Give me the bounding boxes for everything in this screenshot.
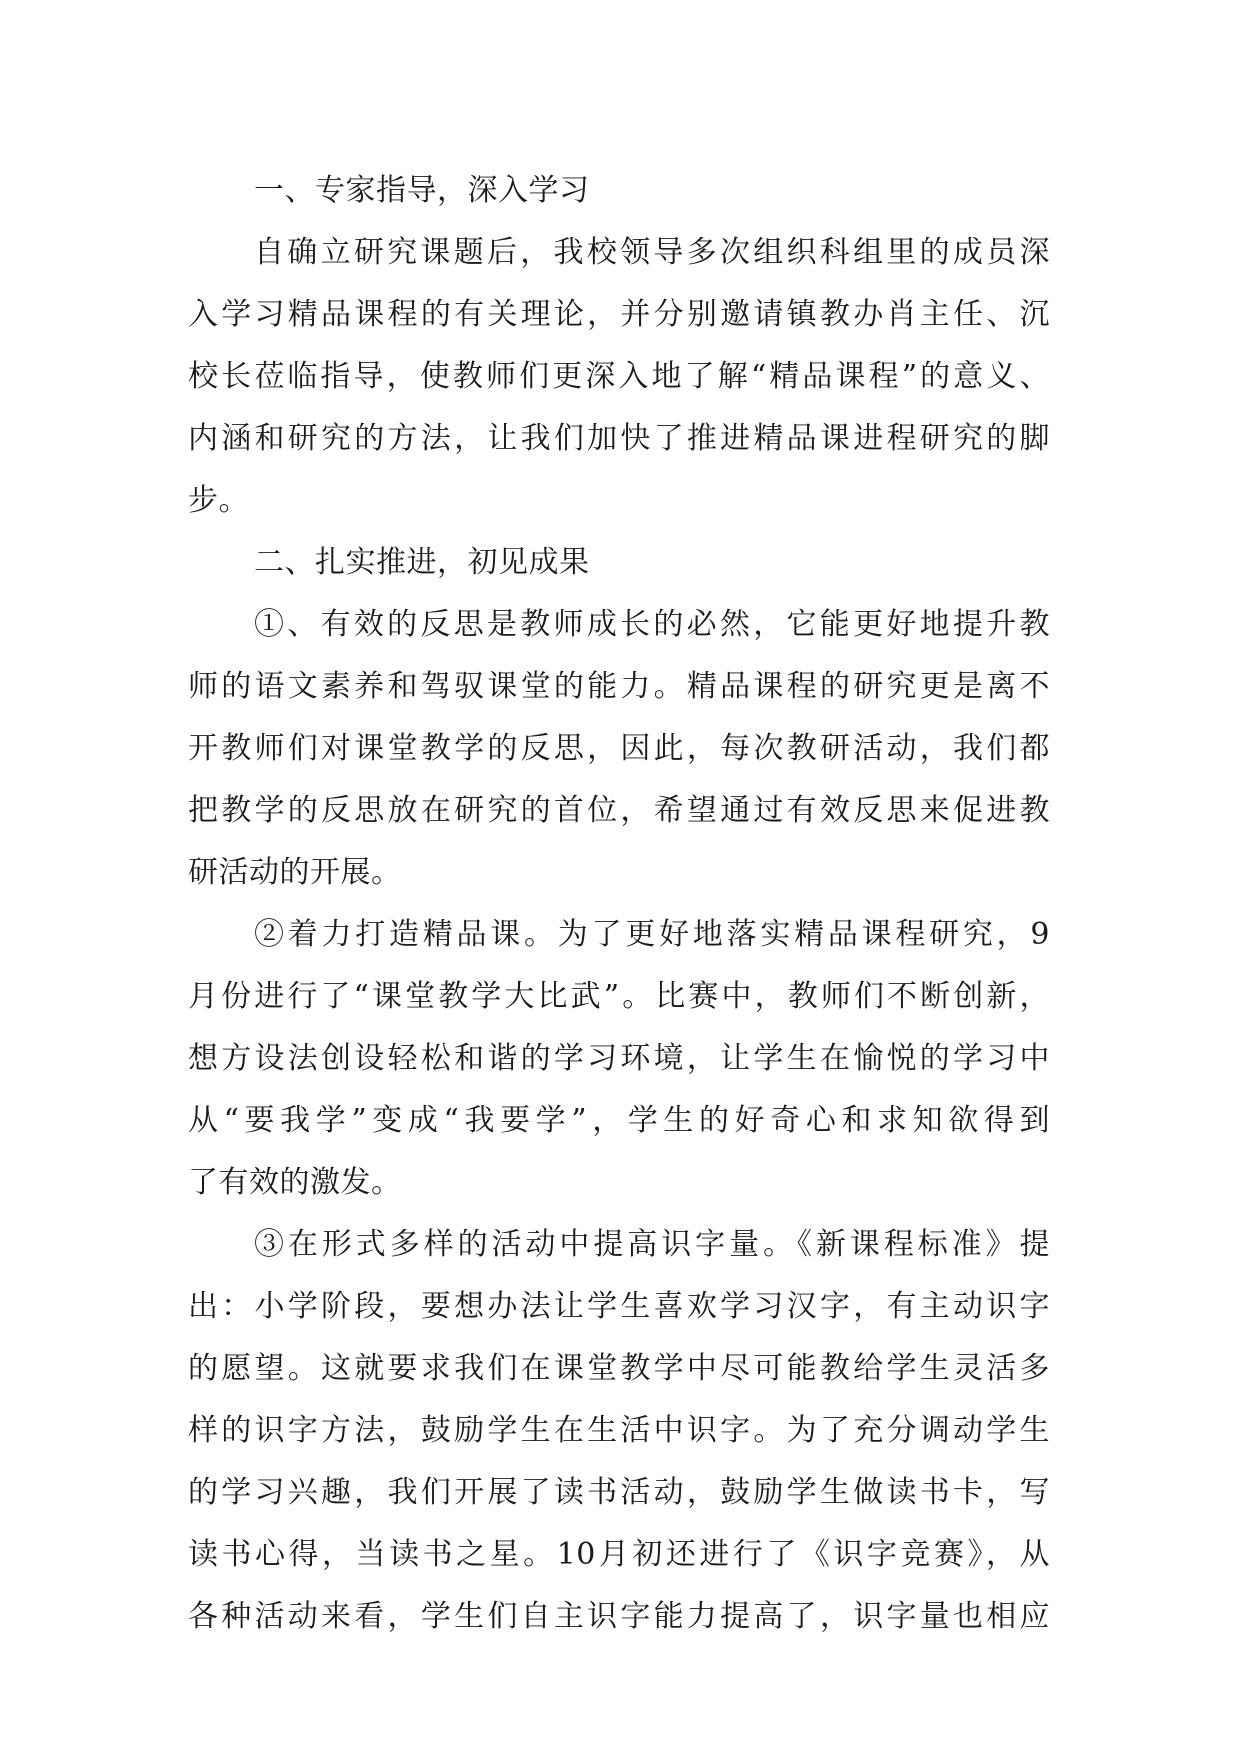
- text-line: 内涵和研究的方法，让我们加快了推进精品课进程研究的脚: [188, 421, 1050, 456]
- text-line: 出：小学阶段，要想办法让学生喜欢学习汉字，有主动识字: [188, 1289, 1050, 1324]
- text-line: 二、扎实推进，初见成果: [254, 545, 590, 580]
- text-line: 入学习精品课程的有关理论，并分别邀请镇教办肖主任、沉: [188, 297, 1050, 332]
- text-line: ③在形式多样的活动中提高识字量。《新课程标准》提: [254, 1227, 1050, 1262]
- text-line: 的愿望。这就要求我们在课堂教学中尽可能教给学生灵活多: [188, 1351, 1050, 1386]
- document-body: [188, 160, 1050, 1648]
- text-line: 开教师们对课堂教学的反思，因此，每次教研活动，我们都: [188, 731, 1050, 766]
- text-line: 自确立研究课题后，我校领导多次组织科组里的成员深: [254, 235, 1050, 270]
- text-line: 读书心得，当读书之星。10月初还进行了《识字竞赛》，从: [188, 1537, 1050, 1572]
- text-line: 样的识字方法，鼓励学生在生活中识字。为了充分调动学生: [188, 1413, 1050, 1448]
- text-line: 师的语文素养和驾驭课堂的能力。精品课程的研究更是离不: [188, 669, 1050, 704]
- text-line: ①、有效的反思是教师成长的必然，它能更好地提升教: [254, 607, 1050, 642]
- text-line: 了有效的激发。: [188, 1165, 402, 1200]
- text-line: ②着力打造精品课。为了更好地落实精品课程研究，9: [254, 917, 1050, 952]
- text-line: 的学习兴趣，我们开展了读书活动，鼓励学生做读书卡，写: [188, 1475, 1050, 1510]
- text-line: 月份进行了“课堂教学大比武”。比赛中，教师们不断创新，: [188, 979, 1050, 1014]
- text-line: 把教学的反思放在研究的首位，希望通过有效反思来促进教: [188, 793, 1050, 828]
- text-line: 校长莅临指导，使教师们更深入地了解“精品课程”的意义、: [188, 359, 1050, 394]
- text-line: 步。: [188, 483, 249, 518]
- text-line: 研活动的开展。: [188, 855, 402, 890]
- text-line: 一、专家指导，深入学习: [254, 173, 590, 208]
- text-line: 从“要我学”变成“我要学”，学生的好奇心和求知欲得到: [188, 1103, 1050, 1138]
- text-line: 各种活动来看，学生们自主识字能力提高了，识字量也相应: [188, 1599, 1050, 1634]
- text-line: 想方设法创设轻松和谐的学习环境，让学生在愉悦的学习中: [188, 1041, 1050, 1076]
